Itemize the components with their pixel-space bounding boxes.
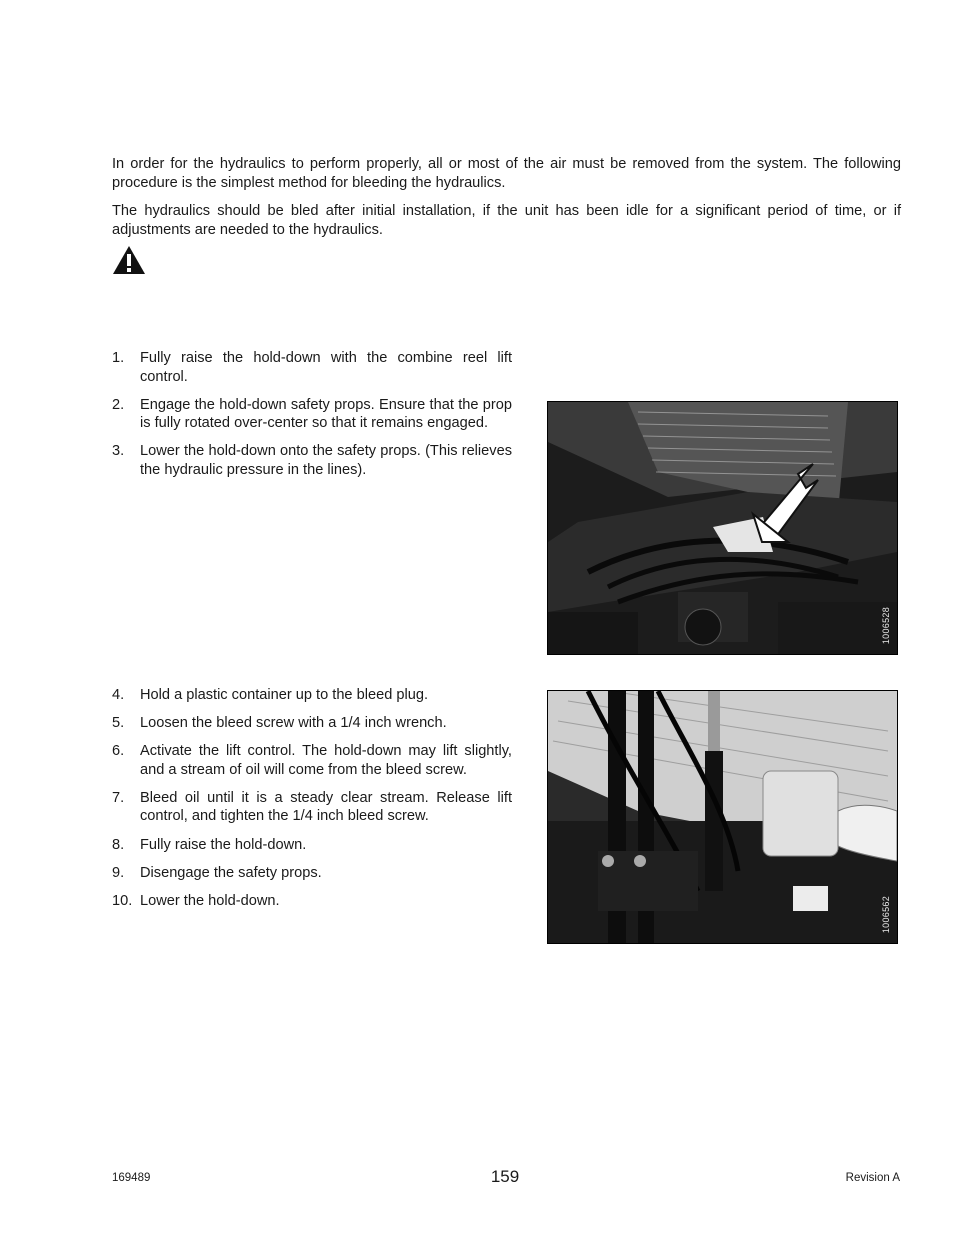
step-text: Fully raise the hold-down. xyxy=(140,836,307,853)
step-item xyxy=(112,864,512,883)
step-item xyxy=(112,442,512,479)
figure-id: 1006528 xyxy=(881,606,891,644)
step-number: 8. xyxy=(112,836,125,853)
step-item xyxy=(112,836,512,855)
step-text: Lower the hold-down. xyxy=(140,892,280,909)
step-text: Lower the hold-down onto the safety props. (This relieves the hydraulic pressure in the lines). xyxy=(140,443,512,478)
step-number: 5. xyxy=(112,715,125,732)
step-number: 1. xyxy=(112,350,125,366)
step-number: 9. xyxy=(112,864,125,881)
step-item xyxy=(112,396,512,433)
step-text: Fully raise the hold-down with the combine reel lift control. xyxy=(140,350,512,385)
step-number: 10. xyxy=(112,892,133,909)
step-number: 3. xyxy=(112,443,125,460)
step-text: Activate the lift control. The hold-down may lift slightly, and a stream of oil will come from the bleed screw. xyxy=(140,743,512,778)
warning-triangle-icon xyxy=(112,245,146,275)
procedure-steps-1-3 xyxy=(112,349,512,489)
step-item xyxy=(112,686,512,705)
intro-paragraph-2: The hydraulics should be bled after initial installation, if the unit has been idle for a significant period of time, or if adjustments are needed to the hydraulics. xyxy=(112,203,901,238)
step-item xyxy=(112,742,512,779)
step-item xyxy=(112,349,512,386)
intro-paragraph-1: In order for the hydraulics to perform properly, all or most of the air must be removed from the system. The following procedure is the simplest method for bleeding the hydraulics. xyxy=(112,156,901,191)
step-text: Bleed oil until it is a steady clear stream. Release lift control, and tighten the 1/4 inch bleed screw. xyxy=(140,789,512,825)
procedure-steps-4-10 xyxy=(112,686,512,920)
step-text: Disengage the safety props. xyxy=(140,864,322,881)
step-text: Loosen the bleed screw with a 1/4 inch wrench. xyxy=(140,715,447,732)
page-footer xyxy=(0,1167,954,1191)
figure-bleed-plug-container xyxy=(547,690,898,944)
step-number: 2. xyxy=(112,396,125,413)
revision-label: Revision A xyxy=(845,1172,900,1184)
step-number: 6. xyxy=(112,743,125,760)
step-number: 4. xyxy=(112,687,125,703)
step-text: Engage the hold-down safety props. Ensure that the prop is fully rotated over-center so that it remains engaged. xyxy=(140,396,512,432)
figure-hold-down-safety-prop xyxy=(547,401,898,655)
step-item xyxy=(112,714,512,733)
step-text: Hold a plastic container up to the bleed plug. xyxy=(140,687,429,703)
step-item xyxy=(112,789,512,826)
document-number: 169489 xyxy=(112,1172,151,1184)
step-number: 7. xyxy=(112,789,125,806)
page-number: 159 xyxy=(490,1167,520,1186)
step-item xyxy=(112,892,512,911)
figure-id: 1006562 xyxy=(881,895,891,933)
